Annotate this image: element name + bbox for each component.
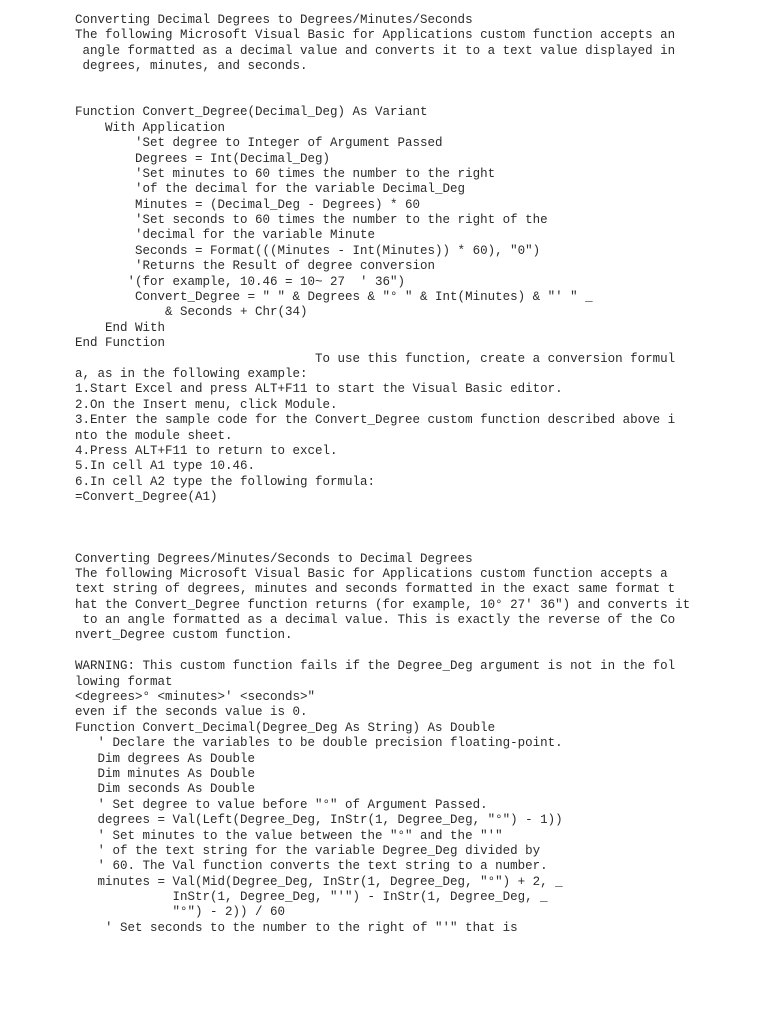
- code-line: & Seconds + Chr(34): [75, 305, 308, 320]
- step-line: 5.In cell A1 type 10.46.: [75, 459, 256, 474]
- code-line: End With: [75, 320, 166, 335]
- code-line: End Function: [75, 336, 166, 351]
- code-line: With Application: [75, 120, 226, 135]
- code-line: Function Convert_Degree(Decimal_Deg) As Variant: [75, 105, 428, 120]
- instruction-line: To use this function, create a conversion formul: [75, 351, 676, 366]
- description-line: hat the Convert_Degree function returns (for example, 10° 27' 36") and converts it: [75, 597, 691, 612]
- code-line: ' Set minutes to the value between the "°" and the "'": [75, 828, 503, 843]
- code-line: 'decimal for the variable Minute: [75, 228, 376, 243]
- section-decimal-to-dms: [75, 13, 755, 506]
- description-line: angle formatted as a decimal value and converts it to a text value displayed in: [75, 43, 676, 58]
- formula-line: =Convert_Degree(A1): [75, 490, 218, 505]
- code-line: 'Set degree to Integer of Argument Passed: [75, 136, 443, 151]
- code-line: Degrees = Int(Decimal_Deg): [75, 151, 331, 166]
- code-line: Seconds = Format(((Minutes - Int(Minutes)) * 60), "0"): [75, 243, 541, 258]
- step-line: 4.Press ALT+F11 to return to excel.: [75, 443, 338, 458]
- code-line: 'Returns the Result of degree conversion: [75, 259, 436, 274]
- code-line: degrees = Val(Left(Degree_Deg, InStr(1, Degree_Deg, "°") - 1)): [75, 813, 563, 828]
- warning-line: even if the seconds value is 0.: [75, 705, 308, 720]
- description-line: degrees, minutes, and seconds.: [75, 59, 308, 74]
- warning-line: lowing format: [75, 674, 173, 689]
- code-line: 'of the decimal for the variable Decimal_Deg: [75, 182, 466, 197]
- code-line: ' of the text string for the variable Degree_Deg divided by: [75, 843, 541, 858]
- code-line: ' Declare the variables to be double precision floating-point.: [75, 736, 563, 751]
- code-line: InStr(1, Degree_Deg, "'") - InStr(1, Degree_Deg, _: [75, 890, 548, 905]
- description-line: text string of degrees, minutes and seconds formatted in the exact same format t: [75, 582, 676, 597]
- code-line: ' Set seconds to the number to the right of "'" that is: [75, 920, 518, 935]
- step-line: 1.Start Excel and press ALT+F11 to start the Visual Basic editor.: [75, 382, 563, 397]
- code-line: Dim seconds As Double: [75, 782, 256, 797]
- description-line: The following Microsoft Visual Basic for Applications custom function accepts a: [75, 566, 668, 581]
- code-line: 'Set seconds to 60 times the number to the right of the: [75, 213, 548, 228]
- document-page: [75, 13, 755, 936]
- code-line: 'Set minutes to 60 times the number to the right: [75, 166, 496, 181]
- instruction-line: a, as in the following example:: [75, 366, 308, 381]
- description-line: The following Microsoft Visual Basic for Applications custom function accepts an: [75, 28, 676, 43]
- code-line: minutes = Val(Mid(Degree_Deg, InStr(1, Degree_Deg, "°") + 2, _: [75, 874, 563, 889]
- description-line: to an angle formatted as a decimal value. This is exactly the reverse of the Co: [75, 613, 676, 628]
- step-line: nto the module sheet.: [75, 428, 233, 443]
- blank-line: [75, 644, 755, 659]
- code-line: "°") - 2)) / 60: [75, 905, 286, 920]
- code-line: Dim minutes As Double: [75, 766, 256, 781]
- code-line: '(for example, 10.46 = 10~ 27 ' 36"): [75, 274, 406, 289]
- description-line: nvert_Degree custom function.: [75, 628, 293, 643]
- blank-line: [75, 75, 755, 90]
- section-title: Converting Degrees/Minutes/Seconds to Decimal Degrees: [75, 551, 473, 566]
- code-line: Minutes = (Decimal_Deg - Degrees) * 60: [75, 197, 421, 212]
- code-line: Convert_Degree = " " & Degrees & "° " & Int(Minutes) & "' " _: [75, 290, 593, 305]
- section-title: Converting Decimal Degrees to Degrees/Minutes/Seconds: [75, 13, 473, 27]
- blank-line: [75, 90, 755, 105]
- code-line: ' Set degree to value before "°" of Argument Passed.: [75, 797, 488, 812]
- step-line: 2.On the Insert menu, click Module.: [75, 397, 338, 412]
- step-line: 6.In cell A2 type the following formula:: [75, 474, 376, 489]
- warning-line: WARNING: This custom function fails if the Degree_Deg argument is not in the fol: [75, 659, 676, 674]
- code-line: Dim degrees As Double: [75, 751, 256, 766]
- section-dms-to-decimal: [75, 552, 755, 937]
- format-line: <degrees>° <minutes>' <seconds>": [75, 690, 316, 705]
- step-line: 3.Enter the sample code for the Convert_Degree custom function described above i: [75, 413, 676, 428]
- code-line: ' 60. The Val function converts the text string to a number.: [75, 859, 548, 874]
- code-line: Function Convert_Decimal(Degree_Deg As String) As Double: [75, 720, 496, 735]
